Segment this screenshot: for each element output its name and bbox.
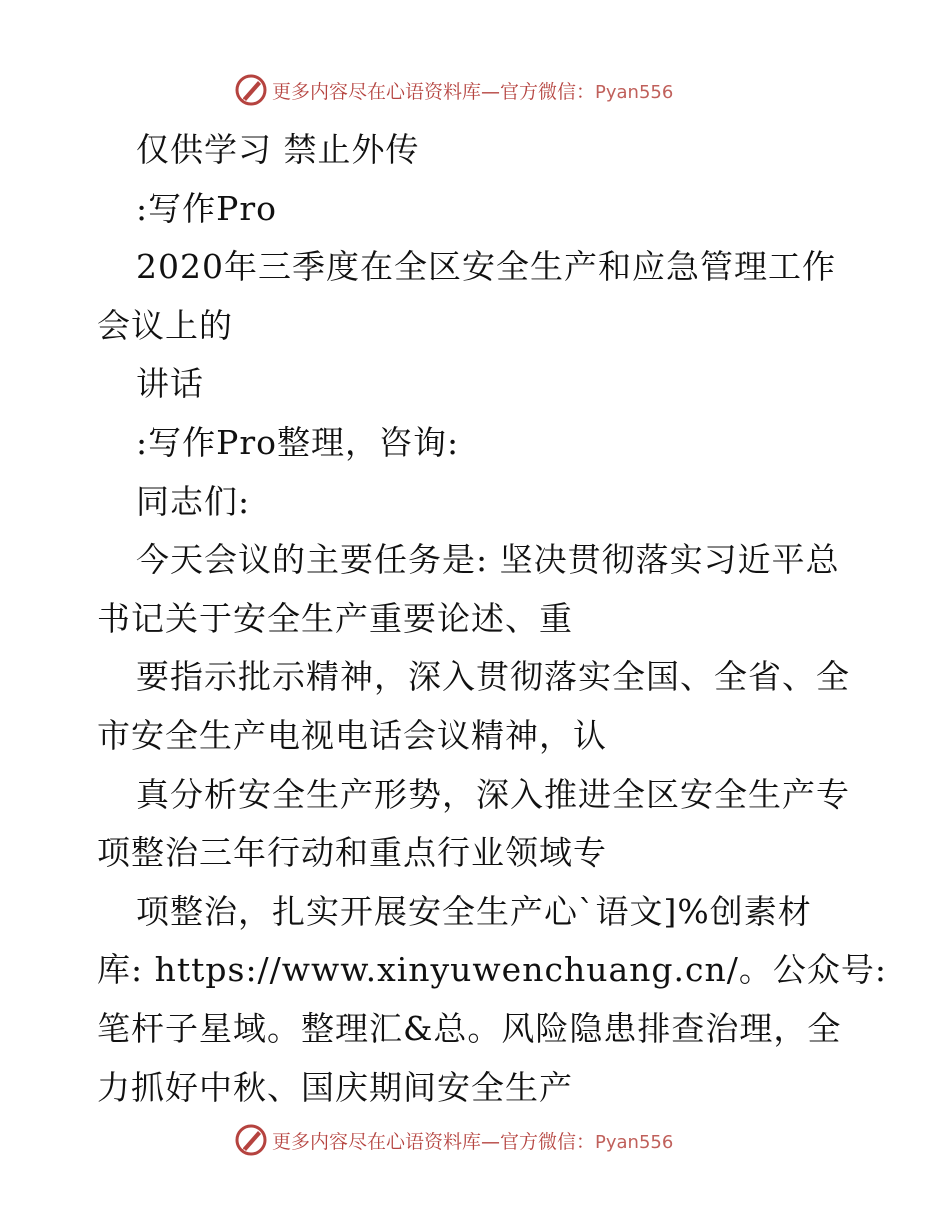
- quill-logo-icon: [234, 73, 268, 107]
- text-line: 真分析安全生产形势，深入推进全区安全生产专: [136, 774, 850, 814]
- text-line: 项整治，扎实开展安全生产心`语文]%创素材: [136, 891, 812, 931]
- header-banner-text: [272, 77, 673, 104]
- text-line: 会议上的: [97, 305, 233, 345]
- text-line: 仅供学习 禁止外传: [136, 130, 420, 169]
- text-line: 笔杆子星域。整理汇&总。风险隐患排查治理，全: [97, 1008, 842, 1048]
- text-line: 市安全生产电视电话会议精神，认: [97, 715, 607, 755]
- quill-logo-icon: [234, 1123, 268, 1157]
- footer-banner-label: 更多内容尽在心语资料库—官方微信：: [272, 1130, 596, 1153]
- text-line: 讲话: [136, 364, 204, 404]
- text-line: 今天会议的主要任务是: 坚决贯彻落实习近平总: [136, 540, 840, 580]
- text-line: :写作Pro: [136, 188, 277, 228]
- text-line: 力抓好中秋、国庆期间安全生产: [97, 1067, 573, 1107]
- text-line: 库: https://www.xinyuwenchuang.cn/。公众号:: [97, 950, 887, 990]
- header-banner-contact: Pyan556: [595, 81, 674, 103]
- text-line: 同志们:: [136, 481, 251, 521]
- text-line: 项整治三年行动和重点行业领域专: [97, 833, 607, 873]
- document-body: [97, 121, 887, 1117]
- header-banner: [234, 70, 754, 110]
- footer-banner-contact: Pyan556: [595, 1131, 674, 1153]
- text-line: :写作Pro整理，咨询:: [136, 422, 460, 462]
- footer-banner-text: [272, 1127, 673, 1154]
- text-line: 书记关于安全生产重要论述、重: [97, 598, 573, 638]
- text-line: 要指示批示精神，深入贯彻落实全国、全省、全: [136, 657, 850, 697]
- text-line: 2020年三季度在全区安全生产和应急管理工作: [136, 247, 836, 287]
- footer-banner: [234, 1120, 754, 1160]
- header-banner-label: 更多内容尽在心语资料库—官方微信：: [272, 80, 596, 103]
